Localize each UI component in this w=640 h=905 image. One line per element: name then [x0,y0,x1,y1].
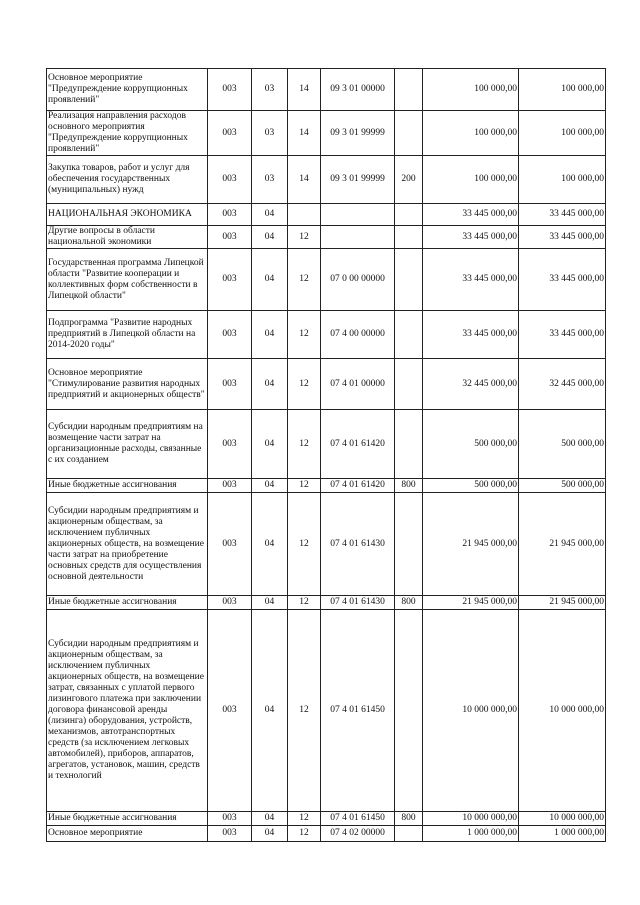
cell-expense-type [395,610,423,812]
table-row [47,226,606,249]
cell-target-article: 07 4 01 61420 [321,479,395,493]
cell-name: Подпрограмма "Развитие народных предприятий в Липецкой области на 2014-2020 годы" [47,311,208,359]
table-row [47,156,606,204]
cell-subsection-code: 12 [288,249,321,311]
cell-amount-2: 10 000 000,00 [519,812,606,826]
cell-subsection-code: 12 [288,226,321,249]
cell-name: Субсидии народным предприятиям и акционерным обществам, за исключением публичных акционерных обществ, на возмещение затрат, связанных с уплатой первого лизингового платежа при заключении договора финансовой аренды (лизинга) оборудования, устройств, механизмов, автотранспортных средств (за исключением легковых автомобилей), приборов, аппаратов, агрегатов, установок, машин, средств и технологий [47,610,208,812]
cell-expense-type [395,226,423,249]
cell-subsection-code: 12 [288,596,321,610]
cell-expense-type [395,311,423,359]
table-row [47,359,606,410]
cell-expense-type [395,111,423,156]
cell-amount-1: 21 945 000,00 [423,493,519,596]
cell-expense-type [395,359,423,410]
cell-name: НАЦИОНАЛЬНАЯ ЭКОНОМИКА [47,204,208,226]
cell-amount-2: 21 945 000,00 [519,493,606,596]
cell-name: Закупка товаров, работ и услуг для обеспечения государственных (муниципальных) нужд [47,156,208,204]
cell-subsection-code: 12 [288,610,321,812]
cell-name: Другие вопросы в области национальной экономики [47,226,208,249]
cell-section-code: 04 [252,479,288,493]
cell-subsection-code: 14 [288,69,321,111]
cell-name: Основное мероприятие [47,826,208,842]
cell-ved-code: 003 [208,410,252,479]
cell-target-article: 07 4 01 61450 [321,610,395,812]
cell-ved-code: 003 [208,359,252,410]
cell-ved-code: 003 [208,479,252,493]
cell-ved-code: 003 [208,204,252,226]
cell-target-article: 07 4 01 61430 [321,493,395,596]
cell-name: Субсидии народным предприятиям на возмещение части затрат на организационные расходы, связанные с их созданием [47,410,208,479]
cell-ved-code: 003 [208,826,252,842]
cell-section-code: 04 [252,226,288,249]
cell-amount-2: 21 945 000,00 [519,596,606,610]
cell-subsection-code [288,204,321,226]
cell-section-code: 04 [252,826,288,842]
cell-amount-2: 33 445 000,00 [519,226,606,249]
cell-amount-1: 500 000,00 [423,410,519,479]
cell-name: Субсидии народным предприятиям и акционерным обществам, за исключением публичных акционерных обществ, на возмещение части затрат на приобретение основных средств для осуществления основной деятельности [47,493,208,596]
table-row [47,826,606,842]
cell-amount-1: 33 445 000,00 [423,311,519,359]
cell-section-code: 03 [252,156,288,204]
cell-amount-1: 33 445 000,00 [423,204,519,226]
cell-target-article: 07 4 01 61420 [321,410,395,479]
cell-section-code: 03 [252,111,288,156]
cell-section-code: 04 [252,610,288,812]
cell-amount-2: 33 445 000,00 [519,204,606,226]
cell-subsection-code: 12 [288,826,321,842]
cell-name: Основное мероприятие "Предупреждение коррупционных проявлений" [47,69,208,111]
cell-target-article: 09 3 01 00000 [321,69,395,111]
cell-amount-2: 500 000,00 [519,479,606,493]
cell-section-code: 04 [252,359,288,410]
cell-ved-code: 003 [208,596,252,610]
cell-expense-type: 800 [395,812,423,826]
cell-target-article: 07 4 00 00000 [321,311,395,359]
cell-target-article: 09 3 01 99999 [321,156,395,204]
cell-expense-type [395,249,423,311]
cell-section-code: 04 [252,410,288,479]
cell-name: Иные бюджетные ассигнования [47,812,208,826]
cell-subsection-code: 12 [288,311,321,359]
cell-ved-code: 003 [208,311,252,359]
cell-expense-type: 800 [395,479,423,493]
table-row [47,249,606,311]
cell-amount-1: 100 000,00 [423,111,519,156]
cell-subsection-code: 14 [288,111,321,156]
cell-amount-1: 33 445 000,00 [423,249,519,311]
table-row [47,111,606,156]
cell-ved-code: 003 [208,156,252,204]
table-row [47,812,606,826]
cell-amount-2: 100 000,00 [519,156,606,204]
cell-expense-type: 200 [395,156,423,204]
cell-expense-type [395,826,423,842]
cell-subsection-code: 12 [288,812,321,826]
table-row [47,69,606,111]
cell-expense-type [395,493,423,596]
cell-ved-code: 003 [208,812,252,826]
cell-section-code: 04 [252,596,288,610]
cell-target-article: 07 4 01 61450 [321,812,395,826]
cell-expense-type [395,204,423,226]
cell-subsection-code: 12 [288,410,321,479]
cell-amount-2: 100 000,00 [519,69,606,111]
cell-amount-1: 33 445 000,00 [423,226,519,249]
cell-subsection-code: 12 [288,493,321,596]
cell-subsection-code: 12 [288,479,321,493]
cell-amount-2: 1 000 000,00 [519,826,606,842]
cell-amount-1: 10 000 000,00 [423,610,519,812]
table-row [47,311,606,359]
cell-amount-1: 100 000,00 [423,156,519,204]
cell-name: Государственная программа Липецкой области "Развитие кооперации и коллективных форм собственности в Липецкой области" [47,249,208,311]
cell-section-code: 04 [252,311,288,359]
cell-ved-code: 003 [208,493,252,596]
cell-ved-code: 003 [208,610,252,812]
cell-subsection-code: 14 [288,156,321,204]
cell-target-article: 07 4 01 00000 [321,359,395,410]
cell-section-code: 04 [252,812,288,826]
cell-amount-1: 1 000 000,00 [423,826,519,842]
cell-name: Иные бюджетные ассигнования [47,479,208,493]
cell-name: Основное мероприятие "Стимулирование развития народных предприятий и акционерных обществ" [47,359,208,410]
cell-amount-1: 500 000,00 [423,479,519,493]
cell-amount-2: 33 445 000,00 [519,311,606,359]
table-row [47,410,606,479]
cell-ved-code: 003 [208,111,252,156]
cell-expense-type: 800 [395,596,423,610]
cell-ved-code: 003 [208,249,252,311]
cell-target-article: 09 3 01 99999 [321,111,395,156]
cell-target-article: 07 4 02 00000 [321,826,395,842]
cell-amount-2: 500 000,00 [519,410,606,479]
cell-expense-type [395,69,423,111]
cell-target-article [321,204,395,226]
cell-amount-2: 33 445 000,00 [519,249,606,311]
cell-amount-1: 10 000 000,00 [423,812,519,826]
cell-amount-2: 10 000 000,00 [519,610,606,812]
budget-table-body [47,69,606,842]
table-row [47,479,606,493]
cell-section-code: 04 [252,249,288,311]
table-row [47,493,606,596]
table-row [47,204,606,226]
cell-amount-1: 32 445 000,00 [423,359,519,410]
budget-table [46,68,606,842]
table-row [47,596,606,610]
cell-amount-2: 100 000,00 [519,111,606,156]
cell-target-article [321,226,395,249]
cell-expense-type [395,410,423,479]
cell-amount-2: 32 445 000,00 [519,359,606,410]
cell-target-article: 07 0 00 00000 [321,249,395,311]
table-row [47,610,606,812]
cell-section-code: 04 [252,204,288,226]
cell-name: Реализация направления расходов основного мероприятия "Предупреждение коррупционных проявлений" [47,111,208,156]
cell-section-code: 03 [252,69,288,111]
cell-amount-1: 100 000,00 [423,69,519,111]
cell-subsection-code: 12 [288,359,321,410]
cell-target-article: 07 4 01 61430 [321,596,395,610]
cell-ved-code: 003 [208,69,252,111]
cell-section-code: 04 [252,493,288,596]
cell-amount-1: 21 945 000,00 [423,596,519,610]
cell-ved-code: 003 [208,226,252,249]
cell-name: Иные бюджетные ассигнования [47,596,208,610]
